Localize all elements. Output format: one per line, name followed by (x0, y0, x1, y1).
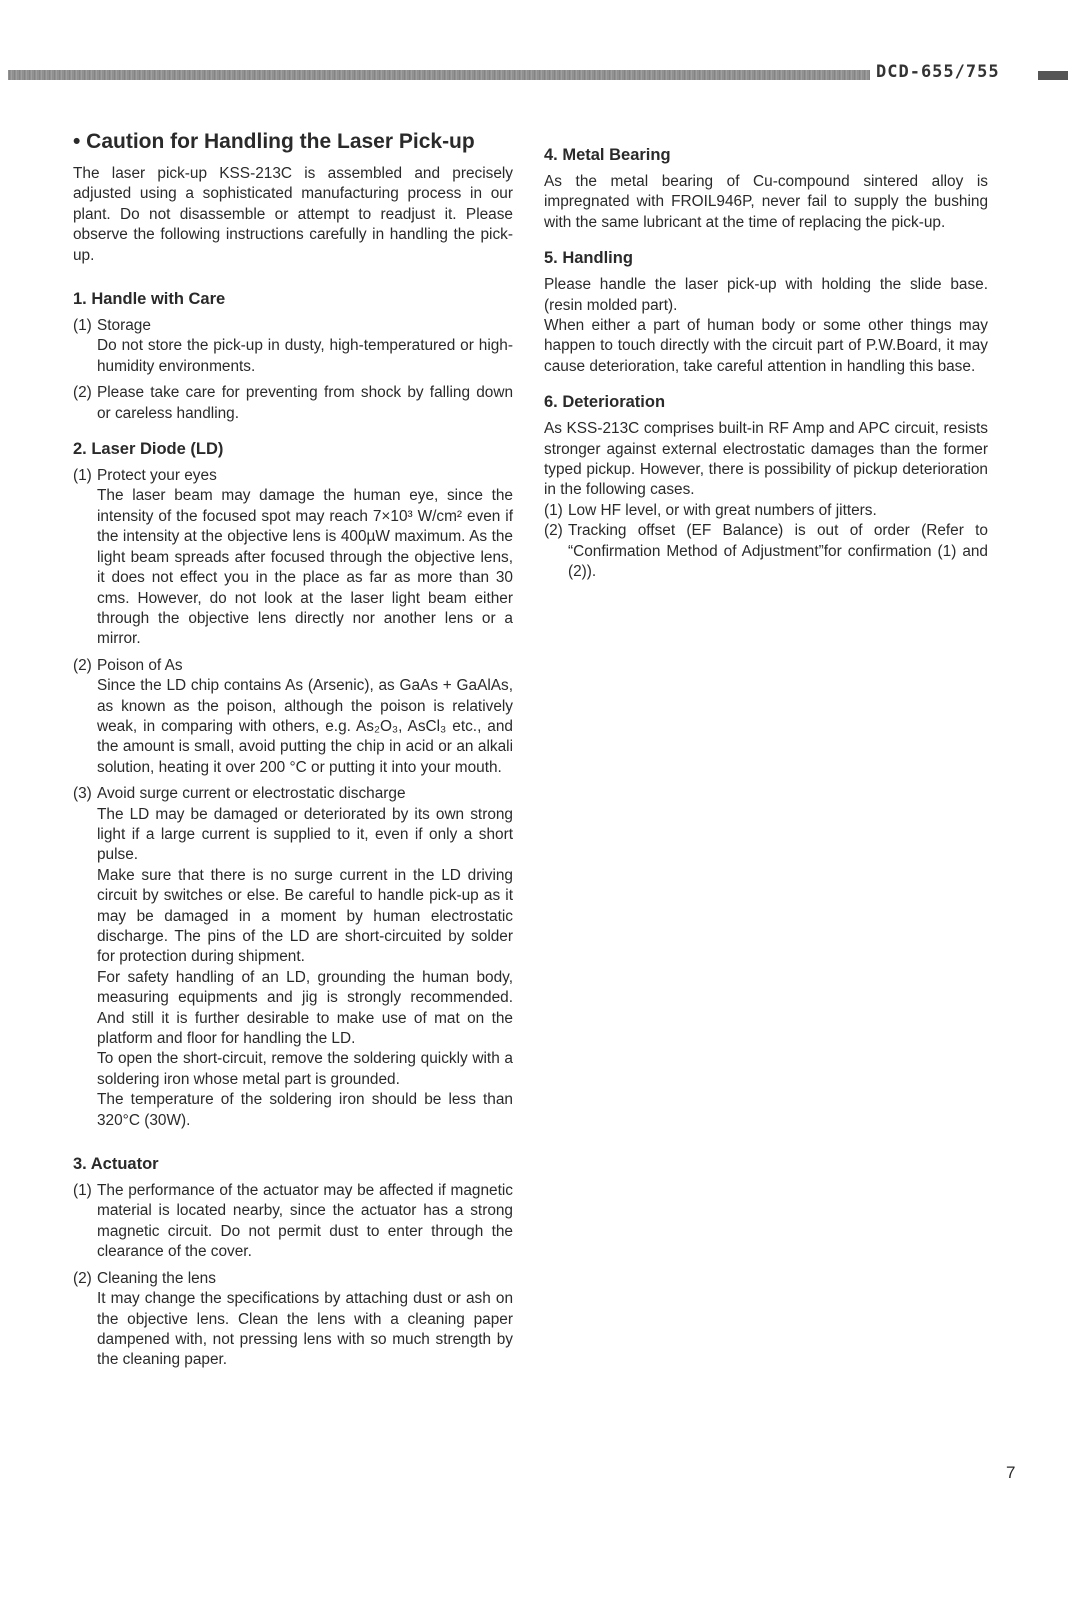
item-title: Avoid surge current or electrostatic discharge (97, 785, 406, 803)
item-number: (2) (73, 656, 92, 674)
section-heading: 4. Metal Bearing (544, 146, 671, 164)
item-text: For safety handling of an LD, grounding the human body, measuring equipments and jig is strongly recommended. And still it is further desirable to make use of mat on the platform and floor for handling the LD. (97, 968, 513, 1048)
item-number: (2) (73, 384, 92, 402)
item-text: It may change the specifications by attaching dust or ash on the objective lens. Clean the lens with a cleaning paper dampened with, not pressing lens with so much strength by the cleaning paper. (97, 1290, 513, 1369)
item-number: (2) (73, 1269, 92, 1287)
intro-paragraph: The laser pick-up KSS-213C is assembled and precisely adjusted using a sophisticated manufacturing process in our plant. Do not disassemble or attempt to readjust it. Please observe the following instructions carefully in handling the pick-up. (73, 165, 513, 264)
item-text: Do not store the pick-up in dusty, high-temperatured or high-humidity environments. (97, 337, 513, 375)
section-text: When either a part of human body or some other things may happen to touch directly with the circuit part of P.W.Board, it may cause deterioration, take careful attention in handling this base. (544, 317, 988, 375)
list-item (544, 501, 988, 521)
item-text: Since the LD chip contains As (Arsenic), as GaAs + GaAlAs, as known as the poison, although the poison is relatively weak, in comparing with others, e.g. As₂O₃, AsCl₃ etc., and the amount is small, avoid putting the chip in acid or an alkali solution, heating it over 200 °C or putting it into your mouth. (97, 677, 513, 776)
list-item (73, 656, 513, 778)
item-text: The laser beam may damage the human eye, since the intensity of the focused spot may reach 7×10³ W/cm² even if the intensity at the objective lens is 400µW maximum. As the light beam spreads after focused through the objective lens, it does not effect you in the place as far as more than 30 cms. However, do not look at the laser light beam either through the objective lens directly nor another lens or a mirror. (97, 487, 513, 648)
item-text: Low HF level, or with great numbers of jitters. (568, 501, 877, 519)
section-handle-with-care (73, 288, 513, 424)
left-column (73, 128, 513, 1385)
right-column (544, 144, 988, 597)
item-title: Poison of As (97, 656, 183, 674)
item-title: Storage (97, 317, 151, 335)
item-number: (2) (544, 522, 563, 540)
list-item (544, 521, 988, 582)
item-text: The performance of the actuator may be affected if magnetic material is located nearby, since the actuator has a strong magnetic circuit. Do not permit dust to enter through the clearance of the cover. (97, 1182, 513, 1261)
section-heading: 3. Actuator (73, 1155, 159, 1174)
header-end-block (1038, 71, 1068, 80)
item-text: Please take care for preventing from shock by falling down or careless handling. (97, 384, 513, 422)
list-item (73, 383, 513, 424)
item-title: Cleaning the lens (97, 1269, 216, 1287)
item-text: The temperature of the soldering iron should be less than 320°C (30W). (97, 1091, 513, 1129)
item-number: (1) (73, 467, 92, 485)
section-heading: 2. Laser Diode (LD) (73, 440, 224, 459)
page-number: 7 (1006, 1463, 1016, 1482)
item-text: Make sure that there is no surge current in the LD driving circuit by switches or else. Be careful to handle pick-up as it may be damaged in a moment by human electrostatic discharge. The pins of the LD are short-circuited by solder for protection during shipment. (97, 866, 513, 966)
section-handling (544, 247, 988, 377)
item-text: To open the short-circuit, remove the soldering quickly with a soldering iron whose metal part is grounded. (97, 1050, 513, 1088)
model-label: DCD-655/755 (876, 62, 1000, 82)
page-title: • Caution for Handling the Laser Pick-up (73, 130, 475, 153)
section-heading: 1. Handle with Care (73, 290, 226, 309)
section-deterioration (544, 391, 988, 582)
item-number: (1) (73, 1182, 92, 1200)
list-item (73, 784, 513, 1131)
section-metal-bearing (544, 144, 988, 233)
item-text: The LD may be damaged or deteriorated by its own strong light if a large current is supplied to it, even if only a short pulse. (97, 805, 513, 864)
list-item (73, 1181, 513, 1263)
list-item (73, 1269, 513, 1371)
list-item (73, 466, 513, 650)
list-item (73, 316, 513, 377)
section-actuator (73, 1153, 513, 1371)
item-number: (3) (73, 785, 92, 803)
section-text: Please handle the laser pick-up with holding the slide base. (resin molded part). (544, 276, 988, 314)
item-text: Tracking offset (EF Balance) is out of order (Refer to “Confirmation Method of Adjustment”for confirmation (1) and (2)). (568, 522, 988, 581)
section-heading: 5. Handling (544, 249, 633, 268)
section-laser-diode (73, 438, 513, 1131)
section-heading: 6. Deterioration (544, 393, 666, 412)
header-rule (8, 70, 870, 80)
item-number: (1) (544, 501, 563, 519)
section-text: As KSS-213C comprises built-in RF Amp and APC circuit, resists stronger against external electrostatic damages than the former typed pickup. However, there is possibility of pickup deterioration in the following cases. (544, 420, 988, 499)
section-text: As the metal bearing of Cu-compound sintered alloy is impregnated with FROIL946P, never fail to supply the bushing with the same lubricant at the time of replacing the pick-up. (544, 173, 988, 231)
item-title: Protect your eyes (97, 467, 217, 485)
item-number: (1) (73, 317, 92, 335)
